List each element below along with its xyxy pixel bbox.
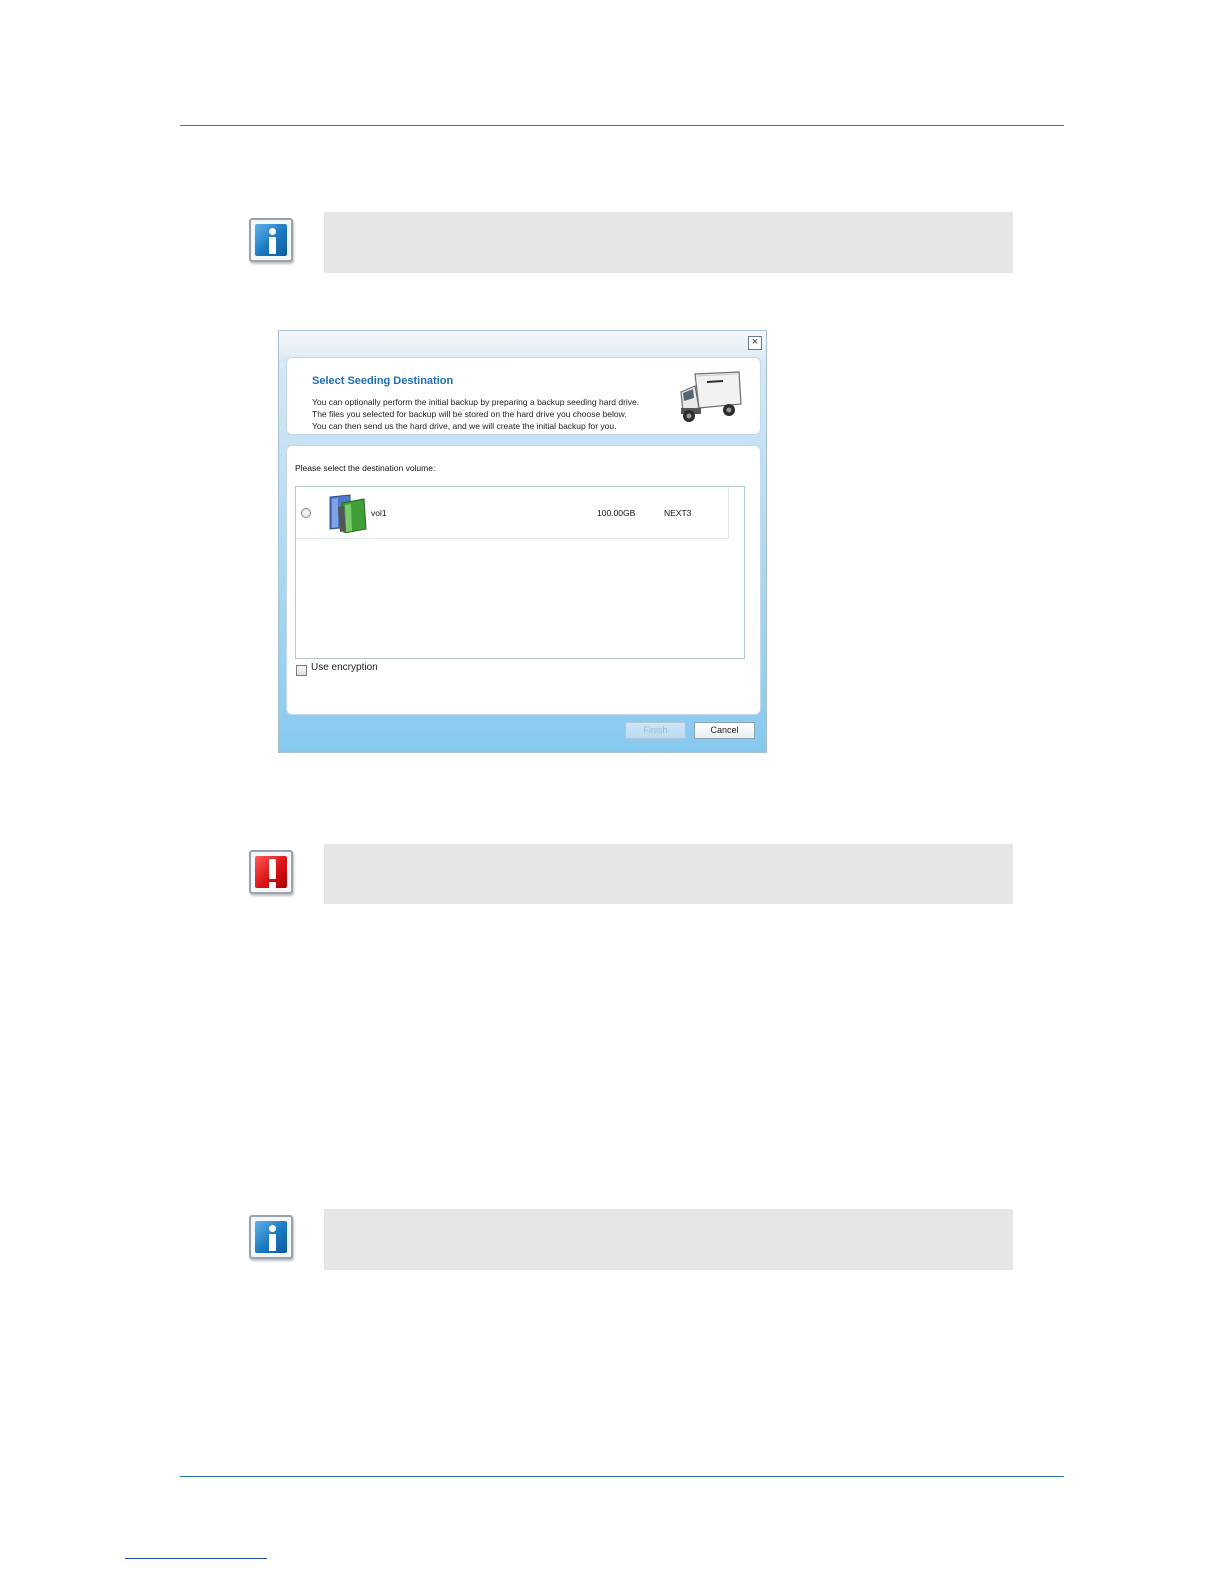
volume-filesystem: NEXT3: [664, 508, 692, 518]
info-note-box: [324, 1209, 1013, 1270]
dialog-title: Select Seeding Destination: [312, 375, 454, 387]
footer-rule: [180, 1476, 1064, 1477]
list-item[interactable]: [296, 487, 729, 539]
volume-radio[interactable]: [301, 508, 311, 518]
finish-button[interactable]: Finish: [625, 722, 686, 739]
seeding-destination-dialog: [278, 330, 767, 753]
dialog-body-panel: [286, 445, 761, 715]
footer-link-underline: [125, 1558, 267, 1559]
info-icon: [249, 1215, 293, 1259]
volume-list[interactable]: [295, 486, 745, 659]
description-line: You can optionally perform the initial backup by preparing a backup seeding hard drive.: [312, 397, 640, 407]
volume-name: vol1: [371, 508, 387, 518]
encryption-checkbox[interactable]: [296, 665, 307, 676]
description-line: The files you selected for backup will be stored on the hard drive you choose below.: [312, 409, 627, 419]
select-volume-label: Please select the destination volume:: [295, 463, 436, 473]
warning-icon: [249, 850, 293, 894]
cancel-button[interactable]: Cancel: [694, 722, 755, 739]
truck-icon: [679, 368, 743, 426]
info-note-box: [324, 212, 1013, 273]
info-icon: [249, 218, 293, 262]
dialog-header-panel: [286, 357, 761, 435]
description-line: You can then send us the hard drive, and we will create the initial backup for you.: [312, 421, 617, 431]
encryption-label: Use encryption: [311, 662, 378, 673]
warning-note-box: [324, 844, 1013, 904]
header-rule: [180, 125, 1064, 126]
volume-icon: [328, 493, 368, 533]
volume-size: 100.00GB: [597, 508, 636, 518]
close-icon[interactable]: ×: [748, 336, 762, 350]
